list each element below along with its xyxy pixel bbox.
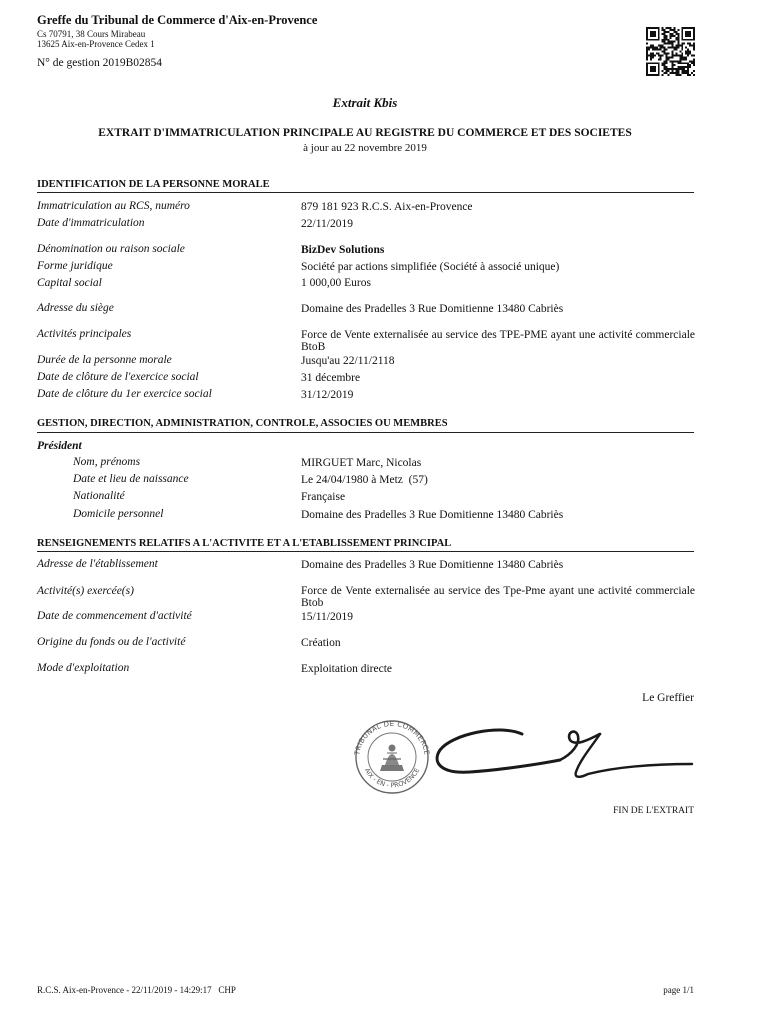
role-president: Président (37, 440, 82, 452)
field-value: 31 décembre (301, 372, 361, 384)
field-value: Société par actions simplifiée (Société à associé unique) (301, 261, 560, 273)
section-title-identification: IDENTIFICATION DE LA PERSONNE MORALE (37, 179, 270, 190)
svg-text:TRIBUNAL DE COMMERCE: TRIBUNAL DE COMMERCE (353, 719, 431, 756)
svg-text:AIX - EN - PROVENCE: AIX - EN - PROVENCE (362, 766, 422, 790)
field-label: Mode d'exploitation (37, 662, 130, 674)
court-name: Greffe du Tribunal de Commerce d'Aix-en-Provence (37, 13, 318, 27)
section-rule (37, 551, 694, 552)
gestion-number: N° de gestion 2019B02854 (37, 57, 163, 69)
field-label: Date de commencement d'activité (37, 610, 192, 622)
field-value: 22/11/2019 (301, 218, 353, 230)
page-number: page 1/1 (663, 985, 694, 995)
field-value: Domaine des Pradelles 3 Rue Domitienne 13480 Cabriès (301, 559, 564, 571)
field-label: Date de clôture de l'exercice social (37, 371, 199, 383)
greffier-label: Le Greffier (642, 692, 694, 704)
qr-code-icon (646, 27, 695, 76)
field-label: Date et lieu de naissance (73, 473, 189, 485)
field-label: Capital social (37, 277, 102, 289)
field-value: Domaine des Pradelles 3 Rue Domitienne 13480 Cabriès (301, 303, 564, 315)
field-label: Date d'immatriculation (37, 217, 145, 229)
document-date: à jour au 22 novembre 2019 (303, 142, 427, 154)
field-value: 1 000,00 Euros (301, 277, 371, 289)
section-rule (37, 432, 694, 433)
field-label: Domicile personnel (73, 508, 164, 520)
section-title-gestion: GESTION, DIRECTION, ADMINISTRATION, CONTROLE, ASSOCIES OU MEMBRES (37, 418, 448, 429)
document-title: Extrait Kbis (332, 95, 398, 110)
field-value: 879 181 923 R.C.S. Aix-en-Provence (301, 201, 473, 213)
court-seal-stamp (347, 715, 437, 795)
court-address-line2: 13625 Aix-en-Provence Cedex 1 (37, 39, 155, 49)
field-label: Activités principales (37, 328, 132, 340)
field-label: Adresse du siège (37, 302, 114, 314)
field-label: Nom, prénoms (73, 456, 141, 468)
field-label: Activité(s) exercée(s) (37, 585, 134, 597)
field-label: Immatriculation au RCS, numéro (37, 200, 190, 212)
field-label: Dénomination ou raison sociale (37, 243, 185, 255)
field-label: Durée de la personne morale (37, 354, 172, 366)
field-value: Jusqu'au 22/11/2118 (301, 355, 395, 367)
field-label: Adresse de l'établissement (37, 558, 158, 570)
footer-reference: R.C.S. Aix-en-Provence - 22/11/2019 - 14:29:17 CHP (37, 985, 236, 995)
document-heading: EXTRAIT D'IMMATRICULATION PRINCIPALE AU REGISTRE DU COMMERCE ET DES SOCIETES (98, 127, 632, 139)
field-value: Création (301, 637, 341, 649)
handwritten-signature (430, 716, 696, 786)
field-value: Force de Vente externalisée au service des Tpe-Pme ayant une activité commerciale Btob (301, 585, 695, 609)
field-value: Domaine des Pradelles 3 Rue Domitienne 13480 Cabriès (301, 509, 564, 521)
section-title-activite: RENSEIGNEMENTS RELATIFS A L'ACTIVITE ET A L'ETABLISSEMENT PRINCIPAL (37, 538, 452, 549)
field-label: Origine du fonds ou de l'activité (37, 636, 186, 648)
field-value: Française (301, 491, 346, 503)
section-rule (37, 192, 694, 193)
company-name: BizDev Solutions (301, 244, 385, 256)
field-label: Nationalité (73, 490, 125, 502)
field-value: Exploitation directe (301, 663, 393, 675)
field-label: Forme juridique (37, 260, 113, 272)
field-value: Force de Vente externalisée au service des TPE-PME ayant une activité commerciale BtoB (301, 329, 695, 353)
field-value: 15/11/2019 (301, 611, 353, 623)
field-value: 31/12/2019 (301, 389, 354, 401)
end-of-extract: FIN DE L'EXTRAIT (613, 806, 694, 816)
field-value: MIRGUET Marc, Nicolas (301, 457, 422, 469)
court-address-line1: Cs 70791, 38 Cours Mirabeau (37, 29, 146, 39)
field-value: Le 24/04/1980 à Metz (57) (301, 474, 428, 486)
field-label: Date de clôture du 1er exercice social (37, 388, 212, 400)
